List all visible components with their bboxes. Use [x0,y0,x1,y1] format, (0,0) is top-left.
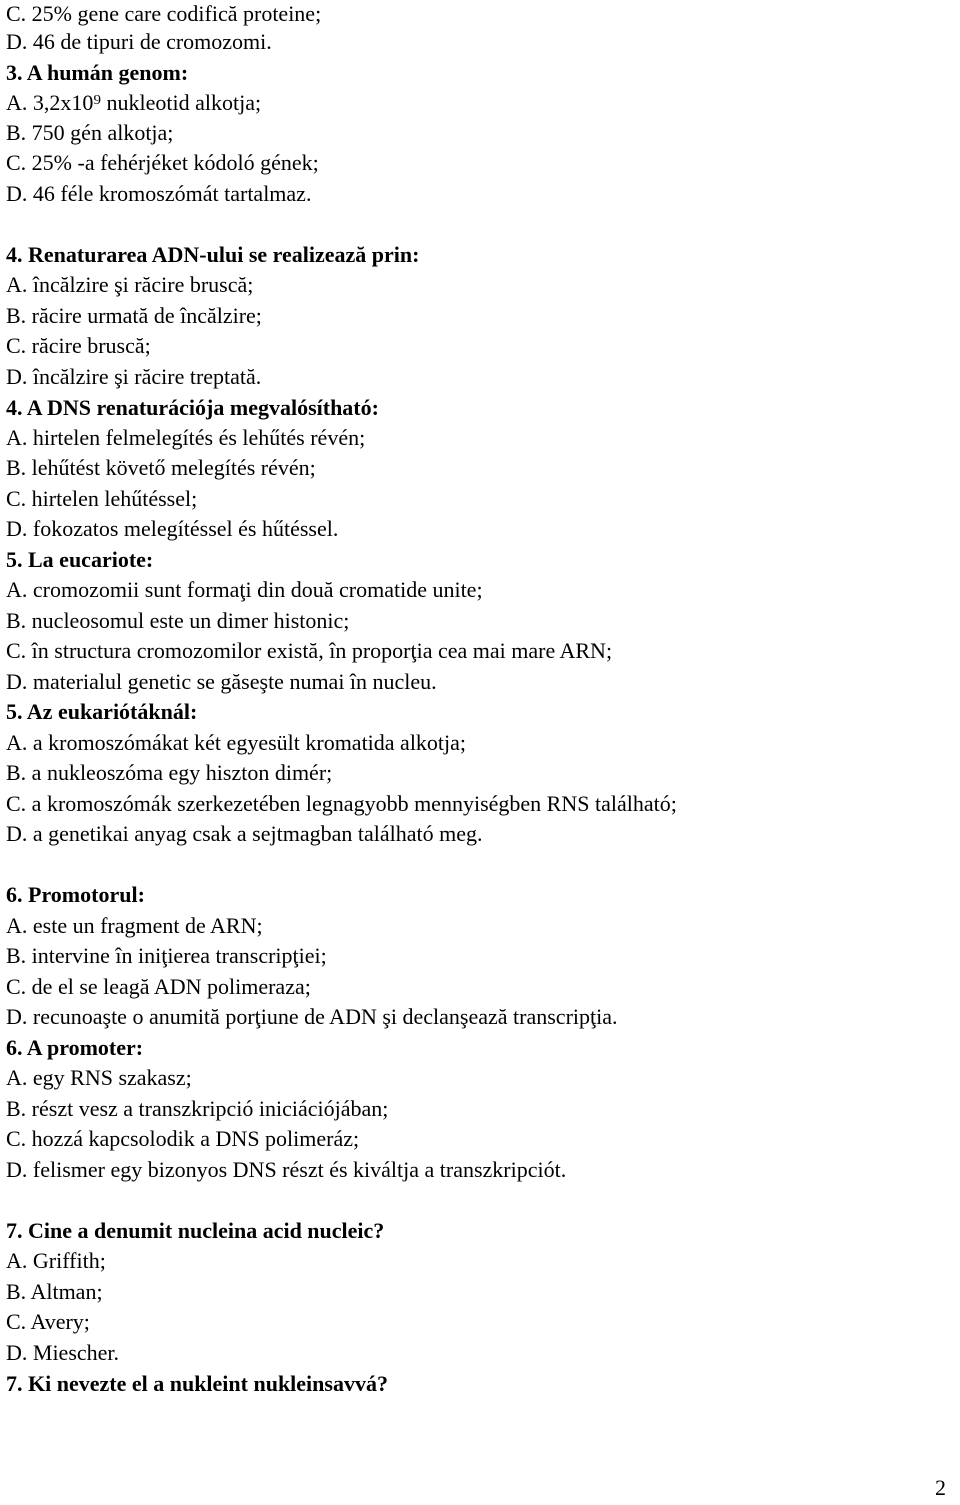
text-line: D. Miescher. [6,1340,120,1365]
text-line: D. materialul genetic se găseşte numai în nucleu. [6,669,437,694]
text-line: D. 46 de tipuri de cromozomi. [6,29,272,54]
text-line: A. Griffith; [6,1248,106,1273]
text-line: A. egy RNS szakasz; [6,1065,192,1090]
question-heading: 7. Cine a denumit nucleina acid nucleic? [6,1218,385,1243]
question-heading: 7. Ki nevezte el a nukleint nukleinsavvá? [6,1371,388,1396]
text-line: C. de el se leagă ADN polimeraza; [6,974,311,999]
text-line: B. Altman; [6,1279,103,1304]
question-heading: 5. Az eukariótáknál: [6,699,198,724]
text-line: D. încălzire şi răcire treptată. [6,364,262,389]
text-line: A. hirtelen felmelegítés és lehűtés révén; [6,425,366,450]
text-line: B. intervine în iniţierea transcripţiei; [6,943,327,968]
text-line: D. fokozatos melegítéssel és hűtéssel. [6,516,339,541]
text-line: B. a nukleoszóma egy hiszton dimér; [6,760,333,785]
text-line: C. hozzá kapcsolodik a DNS polimeráz; [6,1126,360,1151]
text-line: C. răcire bruscă; [6,333,151,358]
page-number: 2 [935,1475,946,1500]
text-line: C. hirtelen lehűtéssel; [6,486,198,511]
question-heading: 6. Promotorul: [6,882,145,907]
text-line: B. nucleosomul este un dimer histonic; [6,608,350,633]
question-heading: 4. A DNS renaturációja megvalósítható: [6,395,379,420]
text-line: C. a kromoszómák szerkezetében legnagyobb mennyiségben RNS található; [6,791,677,816]
text-line: A. este un fragment de ARN; [6,913,263,938]
text-line: D. recunoaşte o anumită porţiune de ADN şi declanşează transcripţia. [6,1004,618,1029]
text-line: B. 750 gén alkotja; [6,120,174,145]
question-heading: 6. A promoter: [6,1035,144,1060]
text-line: B. részt vesz a transzkripció iniciációjában; [6,1096,389,1121]
text-line: A. 3,2x10⁹ nukleotid alkotja; [6,90,262,115]
text-line: D. a genetikai anyag csak a sejtmagban található meg. [6,821,483,846]
question-heading: 3. A humán genom: [6,60,189,85]
text-line: A. a kromoszómákat két egyesült kromatida alkotja; [6,730,467,755]
text-line: C. 25% gene care codifică proteine; [6,1,322,26]
text-line: B. lehűtést követő melegítés révén; [6,455,316,480]
question-heading: 5. La eucariote: [6,547,154,572]
text-line: C. în structura cromozomilor există, în proporţia cea mai mare ARN; [6,638,613,663]
text-line: D. 46 féle kromoszómát tartalmaz. [6,181,312,206]
text-line: A. încălzire şi răcire bruscă; [6,272,254,297]
question-heading: 4. Renaturarea ADN-ului se realizează prin: [6,242,420,267]
text-line: B. răcire urmată de încălzire; [6,303,262,328]
text-line: D. felismer egy bizonyos DNS részt és kiváltja a transzkripciót. [6,1157,567,1182]
text-line: C. Avery; [6,1309,90,1334]
text-line: C. 25% -a fehérjéket kódoló gének; [6,150,319,175]
text-line: A. cromozomii sunt formaţi din două cromatide unite; [6,577,483,602]
